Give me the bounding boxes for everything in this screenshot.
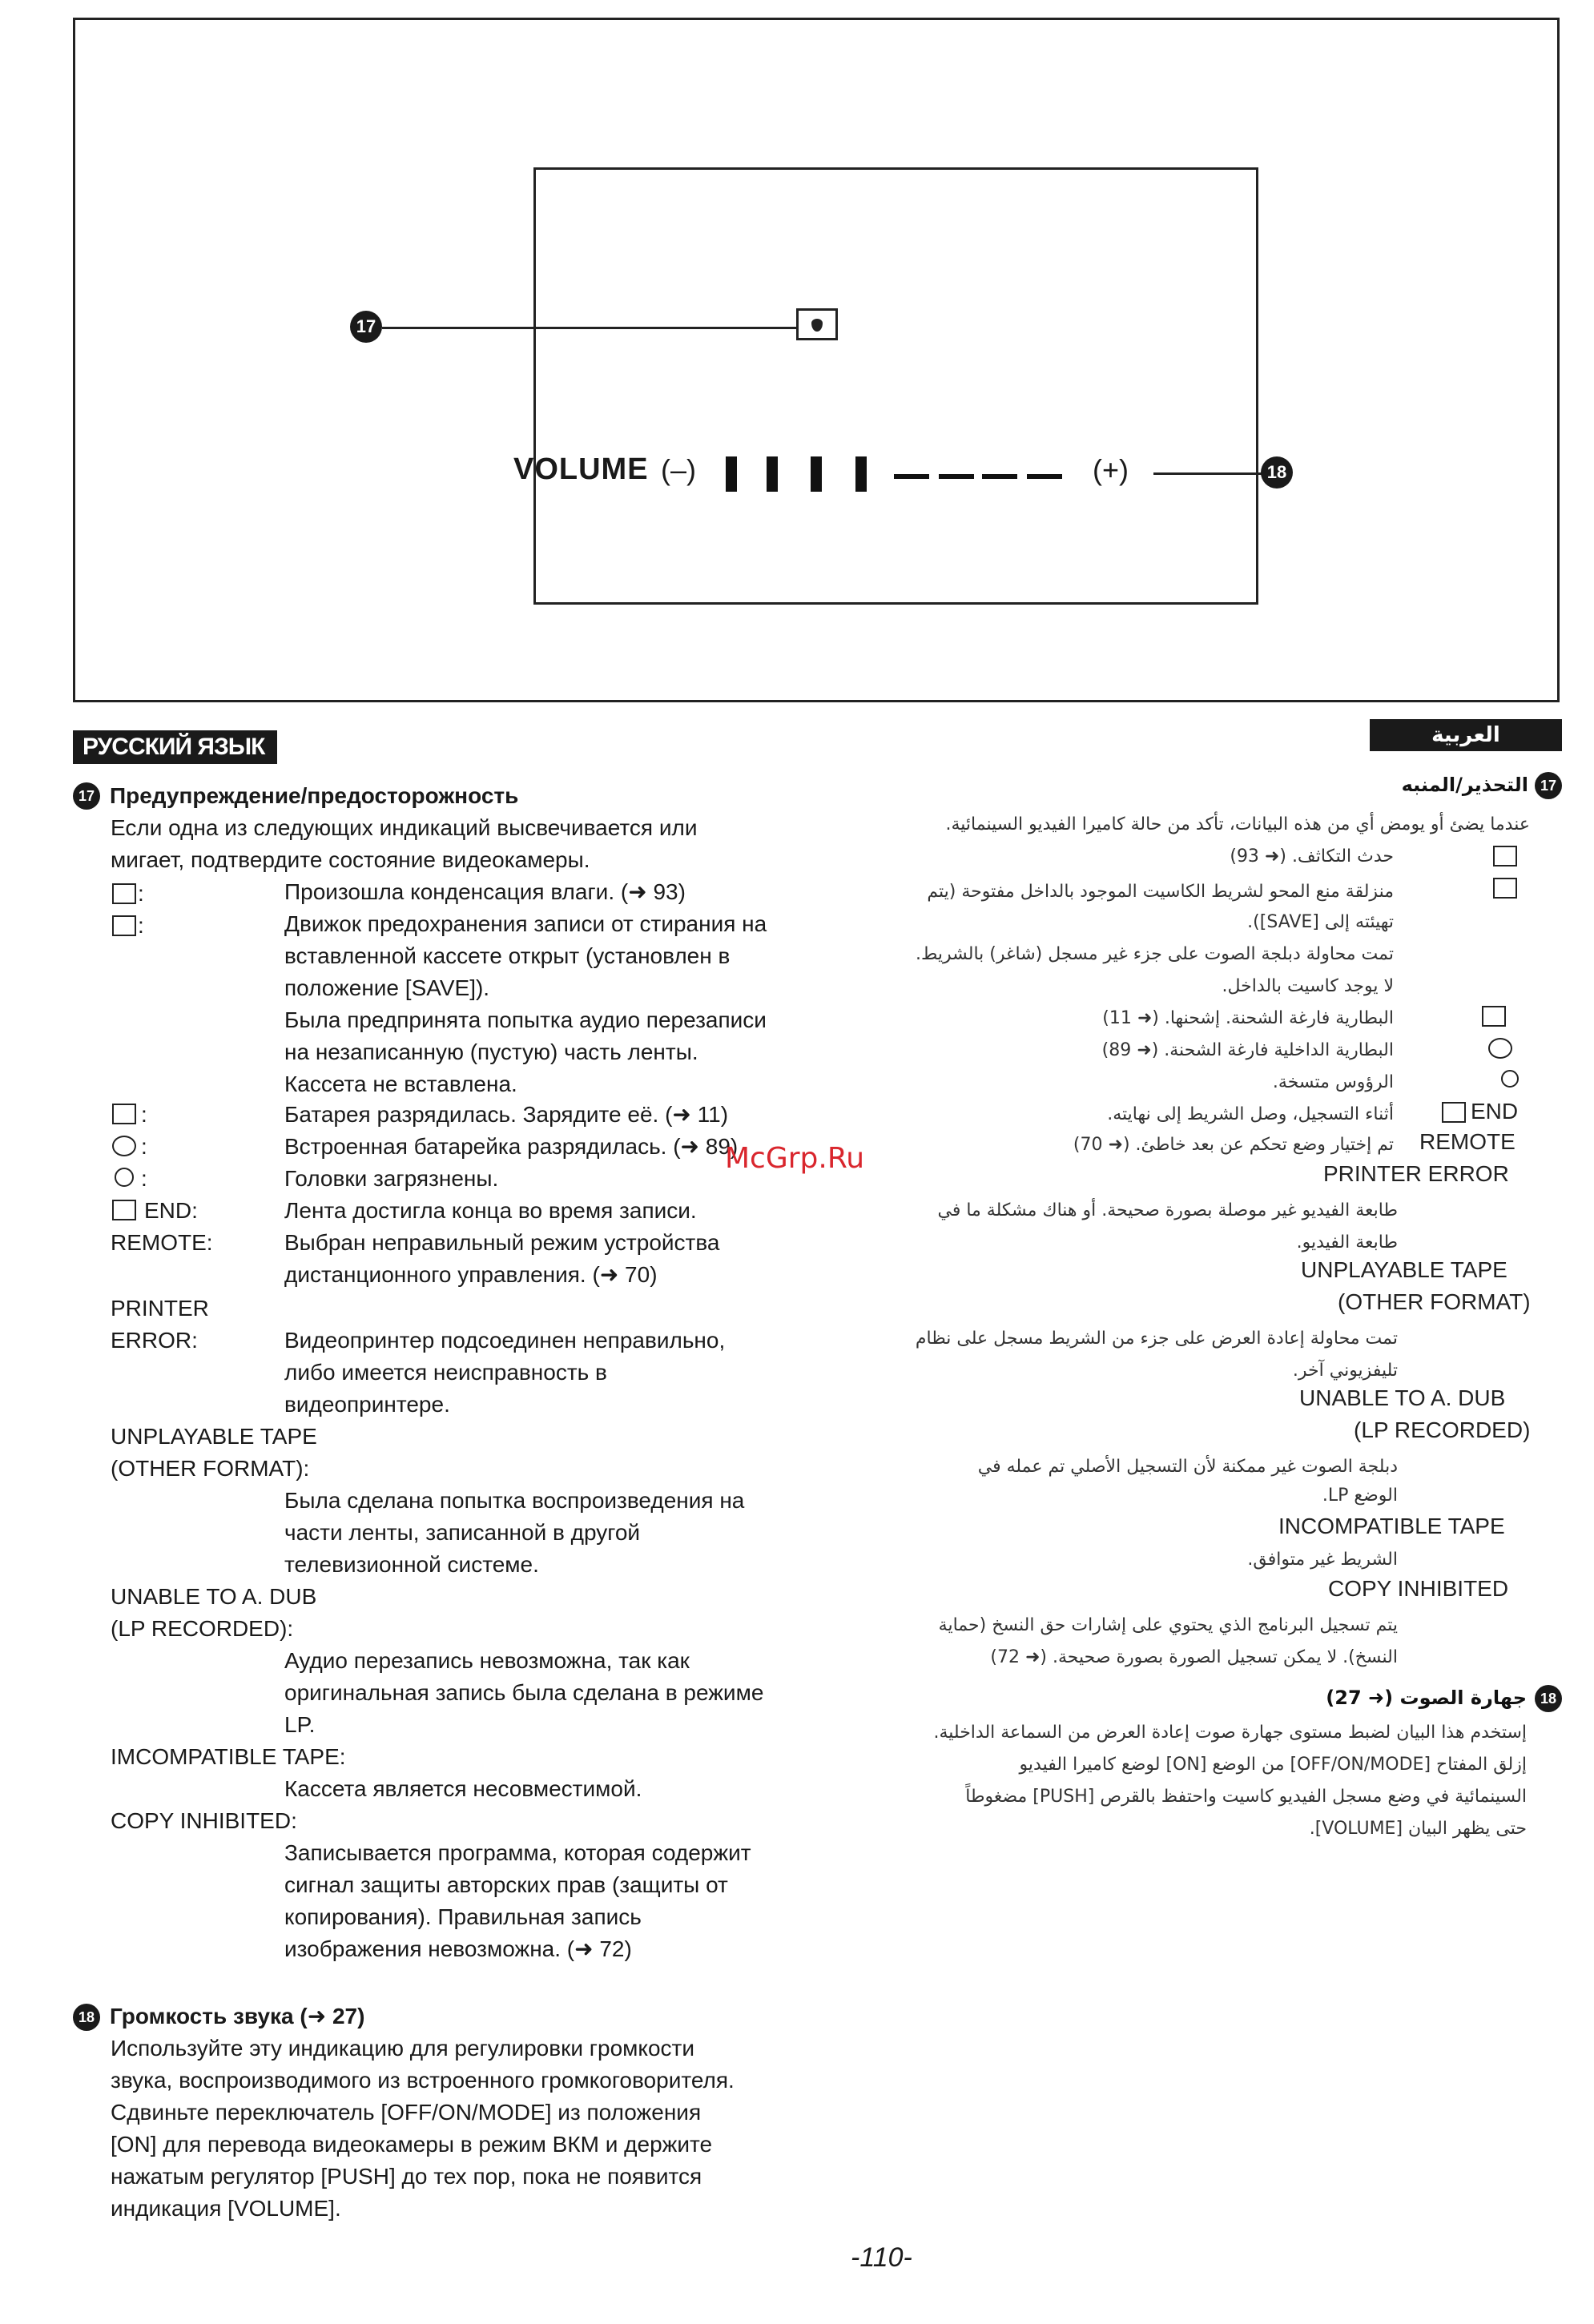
arabic-line: الشريط غير متوافق. bbox=[1247, 1550, 1398, 1570]
arabic-line: السينمائية في وضع مسجل الفيديو كاسيت واحتفظ بالقرص [PUSH] مضغوطاً bbox=[965, 1787, 1527, 1807]
printer-key: ERROR: bbox=[111, 1328, 198, 1353]
copy-key: COPY INHIBITED: bbox=[111, 1808, 297, 1833]
copy-text: копирования). Правильная запись bbox=[284, 1904, 642, 1929]
entry-text: Произошла конденсация влаги. (➜ 93) bbox=[284, 879, 686, 904]
entry-key: : bbox=[141, 1134, 147, 1159]
printer-key: PRINTER bbox=[111, 1296, 209, 1321]
arabic-line: تمت محاولة إعادة العرض على جزء من الشريط مسجل على نظام bbox=[915, 1329, 1398, 1349]
arabic-copy-label: COPY INHIBITED bbox=[1328, 1576, 1509, 1601]
volume-label: VOLUME bbox=[513, 452, 649, 486]
callout-18: 18 bbox=[1261, 456, 1293, 489]
tape-end-icon bbox=[112, 1200, 136, 1220]
condensation-icon bbox=[112, 883, 136, 904]
arabic-line: الوضع LP. bbox=[1322, 1486, 1398, 1506]
entry-text: Батарея разрядилась. Зарядите её. (➜ 11) bbox=[284, 1102, 729, 1127]
arabic-line: لا يوجد كاسيت بالداخل. bbox=[1222, 976, 1394, 996]
arabic-section-17-title: التحذير/المنبه bbox=[1401, 774, 1528, 796]
copy-text: изображения невозможна. (➜ 72) bbox=[284, 1936, 632, 1961]
arabic-line: تم إختيار وضع تحكم عن بعد خاطئ. (➜ 70) bbox=[1073, 1135, 1394, 1155]
s18-line: Используйте эту индикацию для регулировки громкости bbox=[111, 2036, 694, 2061]
arabic-line: حتى يظهر البيان [VOLUME]. bbox=[1309, 1819, 1527, 1839]
arabic-section-18-title: جهارة الصوت (➜ 27) bbox=[1326, 1687, 1527, 1709]
unplayable-text: телевизионной системе. bbox=[284, 1552, 539, 1577]
unplayable-key: (OTHER FORMAT): bbox=[111, 1456, 310, 1481]
entry-text: Лента достигла конца во время записи. bbox=[284, 1198, 697, 1223]
arabic-line: أثناء التسجيل، وصل الشريط إلى نهايته. bbox=[1107, 1104, 1394, 1124]
arabic-section-17-number: 17 bbox=[1535, 772, 1562, 799]
unplayable-text: части ленты, записанной в другой bbox=[284, 1520, 641, 1545]
unable-key: UNABLE TO A. DUB bbox=[111, 1584, 317, 1609]
entry-text: Движок предохранения записи от стирания на bbox=[284, 911, 767, 936]
arabic-line: حدث التكاثف. (➜ 93) bbox=[1230, 846, 1394, 866]
copy-text: Записывается программа, которая содержит bbox=[284, 1840, 751, 1865]
arabic-unplayable-label: (OTHER FORMAT) bbox=[1338, 1289, 1531, 1314]
arabic-unable-label: UNABLE TO A. DUB bbox=[1299, 1385, 1506, 1410]
copy-text: сигнал защиты авторских прав (защиты от bbox=[284, 1872, 728, 1897]
section-18-number: 18 bbox=[73, 2004, 100, 2031]
unable-text: Аудио перезапись невозможна, так как bbox=[284, 1648, 690, 1673]
entry-key: : bbox=[138, 913, 144, 938]
arabic-incompatible-label: INCOMPATIBLE TAPE bbox=[1278, 1514, 1505, 1538]
incompatible-text: Кассета является несовместимой. bbox=[284, 1776, 642, 1801]
arabic-line: البطارية فارغة الشحنة. إشحنها. (➜ 11) bbox=[1102, 1008, 1394, 1028]
condensation-icon bbox=[796, 308, 838, 340]
unplayable-key: UNPLAYABLE TAPE bbox=[111, 1424, 317, 1449]
s18-line: Сдвиньте переключатель [OFF/ON/MODE] из положения bbox=[111, 2100, 702, 2125]
arabic-line: يتم تسجيل البرنامج الذي يحتوي على إشارات حق النسخ (حماية bbox=[938, 1615, 1398, 1635]
entry-text: Была предпринята попытка аудио перезаписи bbox=[284, 1007, 767, 1032]
entry-text: положение [SAVE]). bbox=[284, 975, 490, 1000]
arabic-line: الرؤوس متسخة. bbox=[1272, 1072, 1394, 1092]
arabic-line: تهيئته إلى [SAVE]). bbox=[1247, 912, 1394, 932]
callout-17: 17 bbox=[350, 311, 382, 343]
incompatible-key: IMCOMPATIBLE TAPE: bbox=[111, 1744, 346, 1769]
intro-line: Если одна из следующих индикаций высвечивается или bbox=[111, 815, 698, 840]
callout-17-line bbox=[382, 327, 796, 329]
arabic-printer-label: PRINTER ERROR bbox=[1323, 1161, 1509, 1186]
arabic-line: إستخدم هذا البيان لضبط مستوى جهارة صوت إعادة العرض من السماعة الداخلية. bbox=[933, 1723, 1527, 1743]
arabic-end-label: END bbox=[1471, 1099, 1519, 1124]
section-17-number: 17 bbox=[73, 782, 100, 810]
russian-language-label: РУССКИЙ ЯЗЫК bbox=[73, 730, 277, 764]
s18-line: нажатым регулятор [PUSH] до тех пор, пока не появится bbox=[111, 2164, 702, 2189]
entry-key: REMOTE: bbox=[111, 1230, 213, 1255]
internal-battery-icon bbox=[112, 1136, 136, 1156]
arabic-line: طابعة الفيديو. bbox=[1296, 1232, 1398, 1252]
s18-line: [ON] для перевода видеокамеры в режим ВКМ и держите bbox=[111, 2132, 713, 2157]
dirty-heads-icon bbox=[115, 1168, 134, 1187]
entry-text: вставленной кассете открыт (установлен в bbox=[284, 943, 731, 968]
arabic-line: تمت محاولة دبلجة الصوت على جزء غير مسجل (شاغر) بالشريط. bbox=[916, 944, 1394, 964]
printer-text: видеопринтере. bbox=[284, 1392, 450, 1417]
arabic-line: إزلق المفتاح [OFF/ON/MODE] من الوضع [ON] لوضع كاميرا الفيديو bbox=[1019, 1755, 1527, 1775]
arabic-line: منزلقة منع المحو لشريط الكاسيت الموجود بالداخل مفتوحة (يتم bbox=[927, 882, 1394, 902]
s18-line: индикация [VOLUME]. bbox=[111, 2196, 341, 2221]
arabic-section-18-number: 18 bbox=[1535, 1685, 1562, 1712]
intro-line: мигает, подтвердите состояние видеокамеры. bbox=[111, 847, 590, 872]
volume-bar bbox=[855, 456, 867, 492]
section-18-title: Громкость звука (➜ 27) bbox=[110, 2004, 365, 2028]
volume-bar bbox=[767, 456, 778, 492]
battery-empty-icon bbox=[112, 1104, 136, 1124]
arabic-body bbox=[913, 0, 1527, 2324]
cassette-save-icon bbox=[112, 915, 136, 936]
entry-key: END: bbox=[144, 1198, 198, 1223]
arabic-line: طابعة الفيديو غير موصلة بصورة صحيحة. أو هناك مشكلة ما في bbox=[937, 1200, 1398, 1220]
arabic-language-label: العربية bbox=[1370, 719, 1562, 751]
arabic-line: عندما يضئ أو يومض أي من هذه البيانات، تأكد من حالة كاميرا الفيديو السينمائية. bbox=[945, 814, 1530, 834]
entry-text: Кассета не вставлена. bbox=[284, 1072, 517, 1096]
entry-key: : bbox=[141, 1102, 147, 1127]
unable-text: оригинальная запись была сделана в режиме bbox=[284, 1680, 764, 1705]
arabic-unable-label: (LP RECORDED) bbox=[1354, 1417, 1531, 1442]
unable-text: LP. bbox=[284, 1712, 316, 1737]
entry-text: дистанционного управления. (➜ 70) bbox=[284, 1262, 658, 1287]
volume-plus: (+) bbox=[1093, 453, 1129, 486]
section-17-title: Предупреждение/предосторожность bbox=[110, 783, 519, 808]
arabic-line: النسخ). لا يمكن تسجيل الصورة بصورة صحيحة. (➜ 72) bbox=[990, 1647, 1398, 1667]
arabic-unplayable-label: UNPLAYABLE TAPE bbox=[1301, 1257, 1507, 1282]
printer-text: либо имеется неисправность в bbox=[284, 1360, 607, 1385]
entry-text: Выбран неправильный режим устройства bbox=[284, 1230, 720, 1255]
watermark: McGrp.Ru bbox=[725, 1142, 865, 1175]
volume-bar bbox=[726, 456, 737, 492]
unplayable-text: Была сделана попытка воспроизведения на bbox=[284, 1488, 745, 1513]
entry-text: Встроенная батарейка разрядилась. (➜ 89) bbox=[284, 1134, 739, 1159]
arabic-line: دبلجة الصوت غير ممكنة لأن التسجيل الأصلي تم عمله في bbox=[977, 1457, 1398, 1477]
entry-text: на незаписанную (пустую) часть ленты. bbox=[284, 1039, 698, 1064]
arabic-line: البطارية الداخلية فارغة الشحنة. (➜ 89) bbox=[1101, 1040, 1394, 1060]
volume-minus: (–) bbox=[661, 453, 696, 486]
entry-key: : bbox=[141, 1166, 147, 1191]
page-number: -110- bbox=[851, 2242, 912, 2273]
printer-text: Видеопринтер подсоединен неправильно, bbox=[284, 1328, 726, 1353]
unable-key: (LP RECORDED): bbox=[111, 1616, 294, 1641]
entry-text: Головки загрязнены. bbox=[284, 1166, 499, 1191]
entry-key: : bbox=[138, 881, 144, 906]
volume-bar bbox=[811, 456, 822, 492]
arabic-remote-label: REMOTE bbox=[1419, 1129, 1516, 1154]
arabic-line: تليفزيوني آخر. bbox=[1292, 1361, 1398, 1381]
s18-line: звука, воспроизводимого из встроенного громкоговорителя. bbox=[111, 2068, 735, 2093]
